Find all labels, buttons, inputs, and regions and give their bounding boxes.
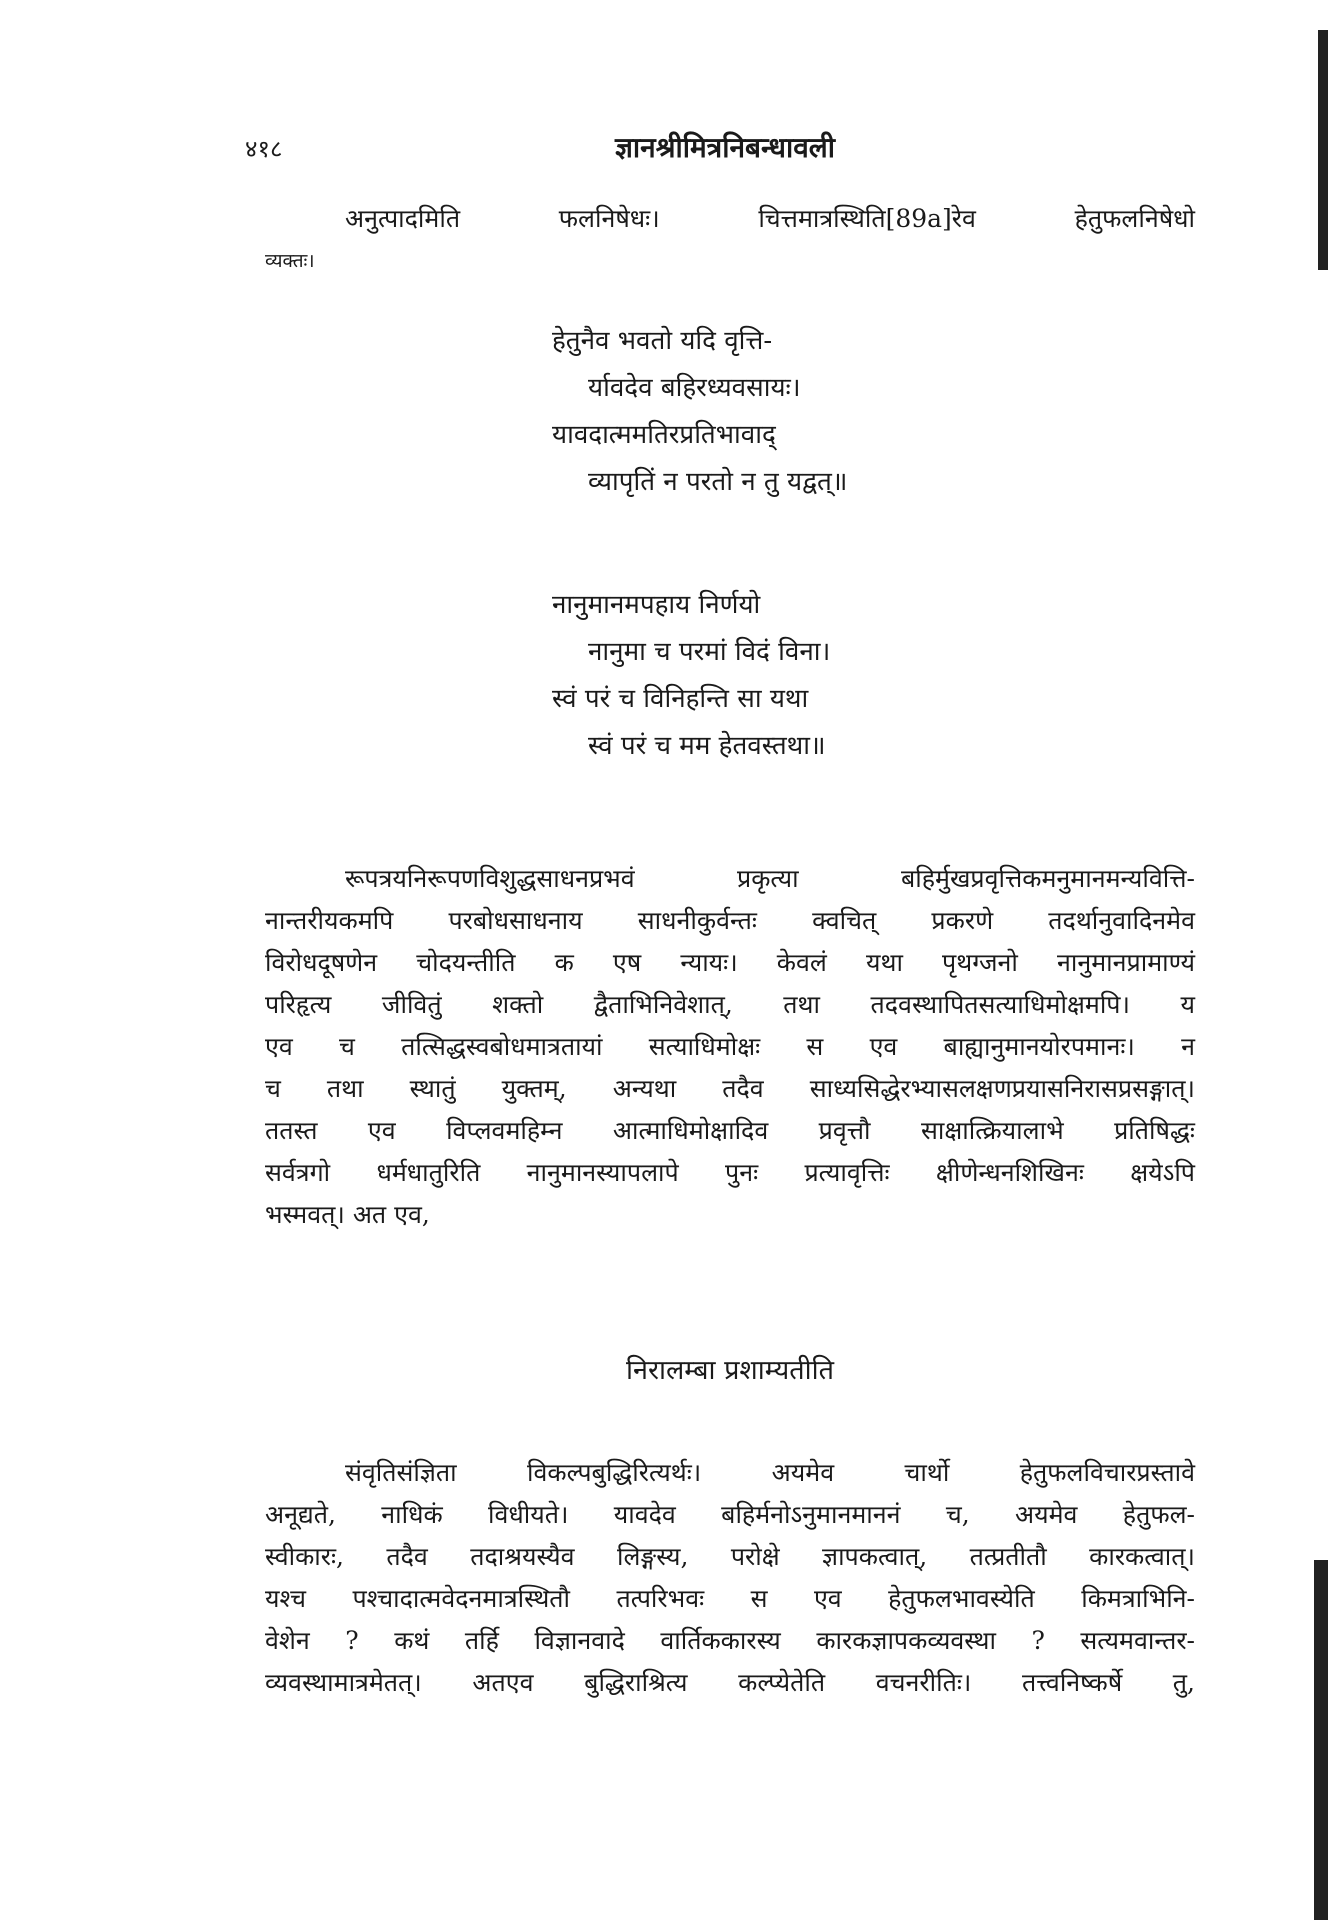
verse-line: स्वं परं च विनिहन्ति सा यथा — [552, 684, 809, 714]
text-line: ततस्त एव विप्लवमहिम्न आत्माधिमोक्षादिव प्रवृत्तौ साक्षात्क्रियालाभे प्रतिषिद्धः — [265, 1116, 1195, 1145]
text-line: सर्वत्रगो धर्मधातुरिति नानुमानस्यापलापे पुनः प्रत्यावृत्तिः क्षीणेन्धनशिखिनः क्षयेऽपि — [265, 1158, 1195, 1187]
center-heading: निरालम्बा प्रशाम्यतीति — [625, 1355, 834, 1386]
text-line: परिहृत्य जीवितुं शक्तो द्वैताभिनिवेशात्, तथा तदवस्थापितसत्याधिमोक्षमपि। य — [265, 990, 1195, 1019]
verse-two — [552, 582, 972, 770]
text-line: वेशेन ? कथं तर्हि विज्ञानवादे वार्तिककारस्य कारकज्ञापकव्यवस्था ? सत्यमवान्तर- — [265, 1626, 1195, 1655]
verse-one — [552, 318, 972, 506]
text-line: रूपत्रयनिरूपणविशुद्धसाधनप्रभवं प्रकृत्या बहिर्मुखप्रवृत्तिकमनुमानमन्यवित्ति- — [345, 864, 1195, 893]
paragraph-one — [265, 858, 1195, 1236]
scan-edge-mark — [1318, 30, 1328, 270]
verse-line: स्वं परं च मम हेतवस्तथा॥ — [588, 731, 826, 761]
text-line: च तथा स्थातुं युक्तम्, अन्यथा तदैव साध्यसिद्धेरभ्यासलक्षणप्रयासनिरासप्रसङ्गात्। — [265, 1074, 1195, 1103]
text-line: अनूद्यते, नाधिकं विधीयते। यावदेव बहिर्मनोऽनुमानमाननं च, अयमेव हेतुफल- — [265, 1500, 1195, 1529]
verse-line: नानुमा च परमां विदं विना। — [588, 637, 831, 667]
verse-line: यावदात्ममतिरप्रतिभावाद् — [552, 420, 776, 450]
verse-line: हेतुनैव भवतो यदि वृत्ति- — [552, 326, 773, 356]
verse-line: व्यापृतिं न परतो न तु यद्वत्॥ — [588, 467, 848, 497]
text-line: संवृतिसंज्ञिता विकल्पबुद्धिरित्यर्थः। अयमेव चार्थो हेतुफलविचारप्रस्तावे — [345, 1458, 1195, 1487]
running-title: ज्ञानश्रीमित्रनिबन्धावली — [614, 131, 836, 164]
text-line: व्यक्तः। — [265, 250, 315, 272]
verse-line: नानुमानमपहाय निर्णयो — [552, 590, 761, 620]
text-line: भस्मवत्। अत एव, — [265, 1200, 430, 1229]
text-line: विरोधदूषणेन चोदयन्तीति क एष न्यायः। केवलं यथा पृथग्जनो नानुमानप्रामाण्यं — [265, 948, 1195, 977]
text-line: नान्तरीयकमपि परबोधसाधनाय साधनीकुर्वन्तः क्वचित् प्रकरणे तदर्थानुवादिनमेव — [265, 906, 1195, 935]
page-header — [245, 132, 1205, 172]
scan-edge-mark — [1314, 1560, 1328, 1920]
page-number: ४१८ — [245, 135, 283, 163]
text-line: व्यवस्थामात्रमेतत्। अतएव बुद्धिराश्रित्य कल्प्येतेति वचनरीतिः। तत्त्वनिष्कर्षे तु, — [265, 1668, 1195, 1697]
text-line: अनुत्पादमिति फलनिषेधः। चित्तमात्रस्थिति[89a]रेव हेतुफलनिषेधो — [345, 204, 1195, 233]
text-line: स्वीकारः, तदैव तदाश्रयस्यैव लिङ्गस्य, परोक्षे ज्ञापकत्वात्, तत्प्रतीतौ कारकत्वात्। — [265, 1542, 1195, 1571]
intro-paragraph — [265, 198, 1195, 282]
verse-line: र्यावदेव बहिरध्यवसायः। — [588, 373, 801, 403]
text-line: एव च तत्सिद्धस्वबोधमात्रतायां सत्याधिमोक्षः स एव बाह्यानुमानयोरपमानः। न — [265, 1032, 1195, 1061]
text-line: यश्च पश्चादात्मवेदनमात्रस्थितौ तत्परिभवः स एव हेतुफलभावस्येति किमत्राभिनि- — [265, 1584, 1195, 1613]
paragraph-two — [265, 1452, 1195, 1704]
